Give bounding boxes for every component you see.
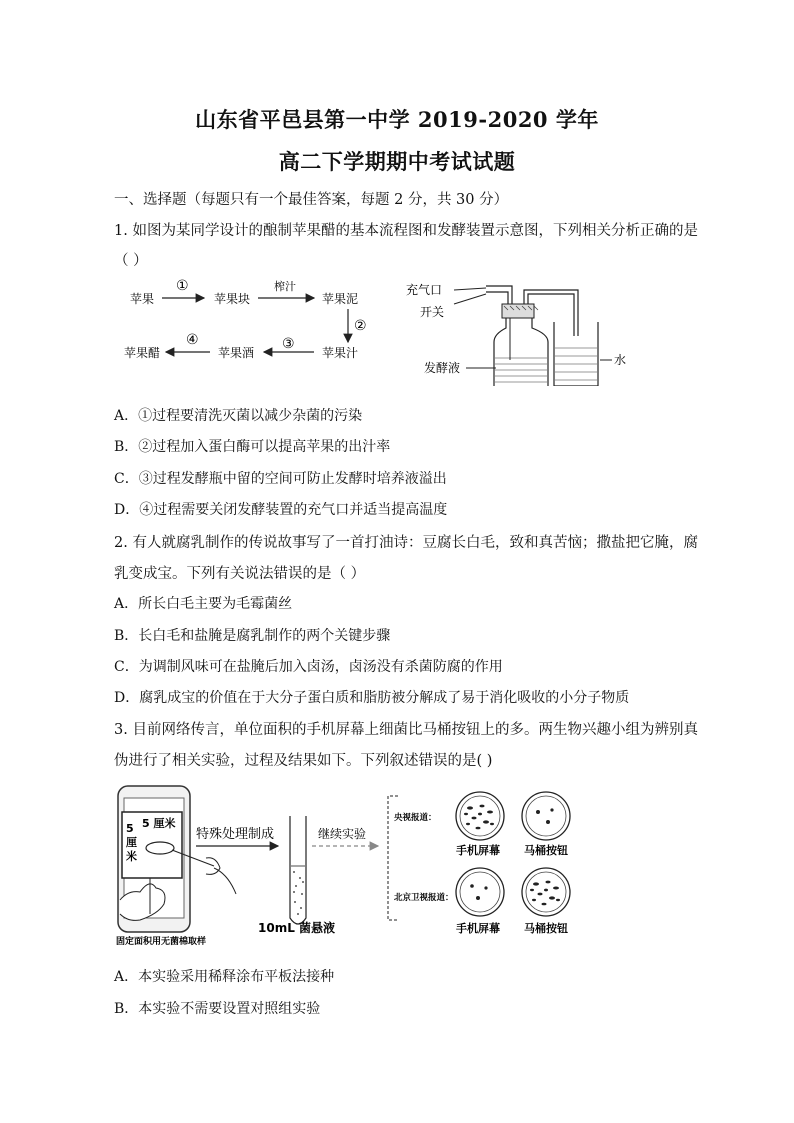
cctv-phone-caption: 手机屏幕 [456, 844, 500, 857]
q2-option-a[interactable]: A．所长白毛主要为毛霉菌丝 [114, 596, 293, 612]
q3-option-b[interactable]: B．本实验不需要设置对照组实验 [114, 1001, 321, 1017]
q2-option-d[interactable]: D．腐乳成宝的价值在于大分子蛋白质和脂肪被分解成了易于消化吸收的小分子物质 [114, 690, 630, 706]
size-left-mi: 米 [126, 850, 137, 863]
process-label: 特殊处理制成 [196, 827, 275, 842]
plate-cctv-phone [456, 792, 504, 840]
q2-stem-line2: 乳变成宝。下列有关说法错误的是（ ） [114, 566, 366, 582]
q1-option-d[interactable]: D．④过程需要关闭发酵装置的充气口并适当提高温度 [114, 502, 448, 518]
sampling-caption: 固定面积用无菌棉取样 [116, 937, 207, 947]
size-left-li: 厘 [126, 836, 137, 849]
exam-title-line1: 山东省平邑县第一中学 2019-2020 学年 [195, 107, 599, 132]
phone-illustration [116, 786, 236, 947]
flow-apple-wine: 苹果酒 [218, 346, 255, 360]
exam-title-line2: 高二下学期期中考试试题 [278, 149, 516, 174]
q1-option-b[interactable]: B．②过程加入蛋白酶可以提高苹果的出汁率 [114, 439, 391, 455]
q3-stem-line1: 3. 目前网络传言，单位面积的手机屏幕上细菌比马桶按钮上的多。两生物兴趣小组为辨别真 [114, 722, 698, 738]
flow-apple: 苹果 [130, 292, 155, 306]
beijing-label: 北京卫视报道： [394, 893, 454, 903]
beijing-toilet-caption: 马桶按钮 [524, 922, 568, 935]
label-water: 水 [614, 353, 627, 367]
flow-step1: ① [176, 278, 189, 294]
plate-beijing-toilet [522, 868, 570, 916]
flow-step4: ④ [186, 332, 199, 348]
plate-beijing-phone [456, 868, 504, 916]
label-air-inlet: 充气口 [406, 283, 443, 297]
plate-cctv-toilet [522, 792, 570, 840]
section-heading: 一、选择题（每题只有一个最佳答案，每题 2 分，共 30 分） [114, 192, 509, 208]
q1-flowchart [124, 278, 367, 360]
flow-squeeze: 榨汁 [274, 280, 296, 293]
q3-figure [110, 782, 590, 952]
continue-label: 继续实验 [318, 827, 367, 841]
q2-option-c[interactable]: C．为调制风味可在盐腌后加入卤汤，卤汤没有杀菌防腐的作用 [114, 659, 503, 675]
size-top-label: 5 厘米 [142, 817, 176, 830]
size-left-5: 5 [126, 822, 134, 835]
q1-apparatus [406, 282, 626, 386]
cctv-label: 央视报道： [394, 813, 437, 823]
q1-option-a[interactable]: A．①过程要清洗灭菌以减少杂菌的污染 [114, 408, 363, 424]
flow-apple-pieces: 苹果块 [214, 292, 251, 306]
q1-stem-line2: （ ） [114, 253, 148, 269]
q3-stem-line2: 伪进行了相关实验，过程及结果如下。下列叙述错误的是( ) [114, 753, 493, 769]
q1-option-c[interactable]: C．③过程发酵瓶中留的空间可防止发酵时培养液溢出 [114, 471, 447, 487]
flow-step3: ③ [282, 336, 295, 352]
label-switch: 开关 [420, 305, 445, 319]
q1-figure [114, 276, 654, 386]
q3-option-a[interactable]: A．本实验采用稀释涂布平板法接种 [114, 969, 335, 985]
flow-step2: ② [354, 318, 367, 334]
q1-stem-line1: 1. 如图为某同学设计的酿制苹果醋的基本流程图和发酵装置示意图，下列相关分析正确的是 [114, 223, 698, 239]
beijing-phone-caption: 手机屏幕 [456, 922, 500, 935]
flow-apple-vinegar: 苹果醋 [124, 346, 161, 360]
flow-apple-puree: 苹果泥 [322, 292, 359, 306]
tube-caption: 10mL 菌悬液 [258, 921, 336, 935]
q2-stem-line1: 2. 有人就腐乳制作的传说故事写了一首打油诗：豆腐长白毛，致和真苦恼；撒盐把它腌，腐 [114, 535, 698, 551]
label-ferment-liquid: 发酵液 [424, 361, 461, 375]
cctv-toilet-caption: 马桶按钮 [524, 844, 568, 857]
q2-option-b[interactable]: B．长白毛和盐腌是腐乳制作的两个关键步骤 [114, 628, 391, 644]
flow-apple-juice: 苹果汁 [322, 346, 359, 360]
